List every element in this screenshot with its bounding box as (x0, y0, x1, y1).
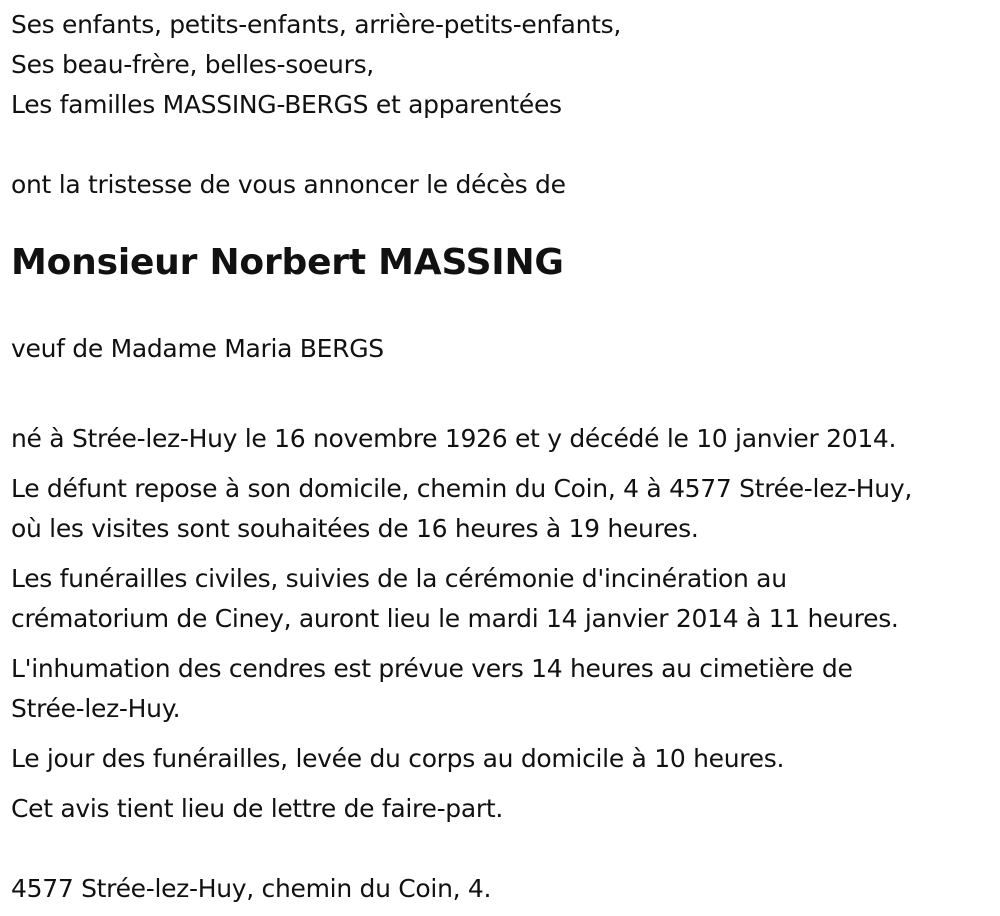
paragraph-line: Le jour des funérailles, levée du corps au domicile à 10 heures. (11, 744, 785, 773)
family-line-children: Ses enfants, petits-enfants, arrière-petits-enfants, (11, 10, 621, 39)
paragraph-line: Cet avis tient lieu de lettre de faire-part. (11, 794, 504, 823)
procession-paragraph (11, 739, 991, 779)
paragraph-line: Les funérailles civiles, suivies de la cérémonie d'incinération au (11, 564, 787, 593)
widow-line: veuf de Madame Maria BERGS (11, 334, 384, 363)
funeral-paragraph (11, 559, 991, 639)
interment-paragraph (11, 649, 991, 729)
paragraph-line: crématorium de Ciney, auront lieu le mardi 14 janvier 2014 à 11 heures. (11, 604, 899, 633)
family-line-families: Les familles MASSING-BERGS et apparentées (11, 90, 562, 119)
obituary-notice (11, 0, 991, 909)
paragraph-line: L'inhumation des cendres est prévue vers 14 heures au cimetière de (11, 654, 853, 683)
visitation-paragraph (11, 469, 991, 549)
notice-paragraph (11, 789, 991, 829)
address-line: 4577 Strée-lez-Huy, chemin du Coin, 4. (11, 874, 492, 903)
paragraph-line: né à Strée-lez-Huy le 16 novembre 1926 et y décédé le 10 janvier 2014. (11, 424, 897, 453)
birth-death-paragraph (11, 419, 991, 459)
family-line-in-laws: Ses beau-frère, belles-soeurs, (11, 50, 374, 79)
announcement-text: ont la tristesse de vous annoncer le décès de (11, 170, 566, 199)
family-list (11, 5, 991, 125)
paragraph-line: Le défunt repose à son domicile, chemin du Coin, 4 à 4577 Strée-lez-Huy, (11, 474, 912, 503)
paragraph-line: Strée-lez-Huy. (11, 694, 181, 723)
paragraph-line: où les visites sont souhaitées de 16 heures à 19 heures. (11, 514, 699, 543)
deceased-name: Monsieur Norbert MASSING (11, 242, 564, 283)
